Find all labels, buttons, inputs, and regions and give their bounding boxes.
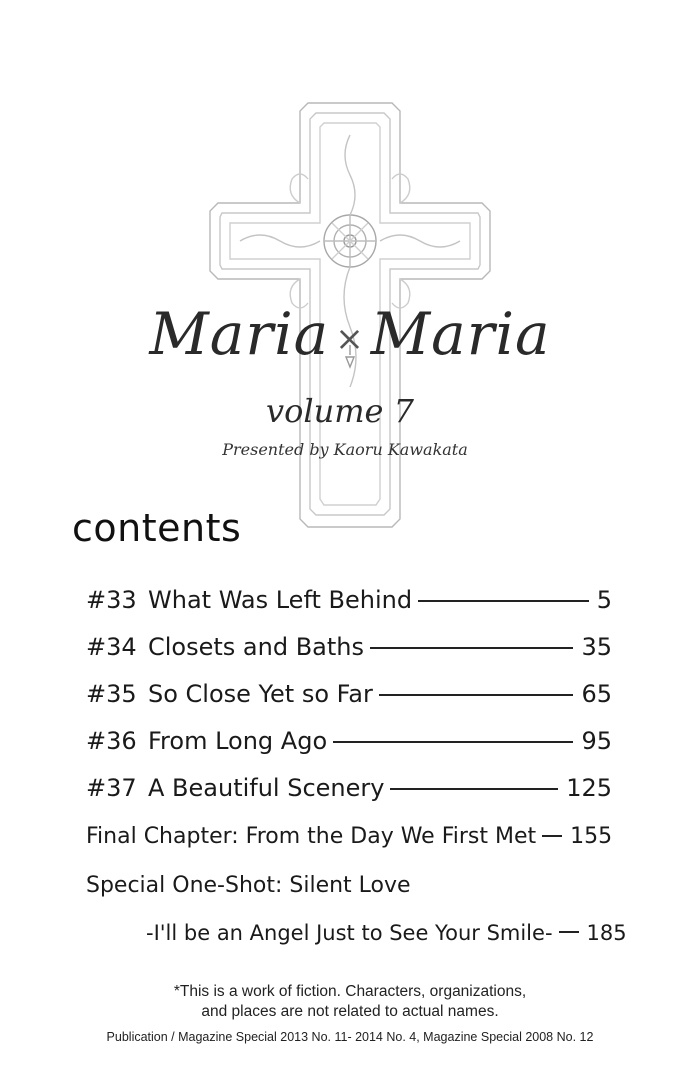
toc-entry <box>86 815 612 849</box>
chapter-number: #34 <box>86 633 137 661</box>
dot-leader <box>559 931 579 933</box>
chapter-title: From Long Ago <box>148 727 328 755</box>
dot-leader <box>379 694 574 696</box>
volume-label: volume 7 <box>266 392 414 430</box>
publication-info: Publication / Magazine Special 2013 No. 11- 2014 No. 4, Magazine Special 2008 No. 12 <box>106 1030 594 1044</box>
page-number: 185 <box>586 921 627 945</box>
chapter-title: Special One-Shot: Silent Love <box>86 873 411 898</box>
chapter-number: #35 <box>86 680 137 708</box>
dot-leader <box>333 741 573 743</box>
page-number: 125 <box>566 774 612 802</box>
toc-entry <box>86 580 612 614</box>
disclaimer-line: *This is a work of fiction. Characters, organizations, <box>173 983 527 1000</box>
dot-leader <box>418 600 589 602</box>
title-left: Maria <box>149 300 330 368</box>
chapter-number: #37 <box>86 774 137 802</box>
chapter-subtitle: -I'll be an Angel Just to See Your Smile- <box>146 921 553 945</box>
dot-leader <box>542 835 562 837</box>
chapter-title: Closets and Baths <box>148 633 364 661</box>
chapter-number: #33 <box>86 586 137 614</box>
chapter-title: A Beautiful Scenery <box>148 774 385 802</box>
toc-entry <box>86 721 612 755</box>
manga-title <box>100 300 600 368</box>
page-number: 65 <box>581 680 612 708</box>
disclaimer-line: and places are not related to actual names. <box>201 1003 499 1020</box>
chapter-title: Final Chapter: From the Day We First Met <box>86 824 537 849</box>
toc-entry <box>86 674 612 708</box>
page-number: 5 <box>596 586 612 614</box>
page-number: 35 <box>581 633 612 661</box>
toc-entry <box>86 627 612 661</box>
page-number: 95 <box>581 727 612 755</box>
dot-leader <box>370 647 573 649</box>
page-number: 155 <box>570 824 613 849</box>
chapter-title: So Close Yet so Far <box>148 680 373 708</box>
contents-heading: contents <box>72 506 242 550</box>
dot-leader <box>390 788 558 790</box>
title-cross-mark: × <box>335 318 365 359</box>
title-right: Maria <box>370 300 551 368</box>
toc-entry <box>86 768 612 802</box>
toc-entry <box>86 864 411 898</box>
chapter-number: #36 <box>86 727 137 755</box>
chapter-title: What Was Left Behind <box>148 586 413 614</box>
fiction-disclaimer <box>130 982 570 1022</box>
toc-entry <box>146 911 627 945</box>
author-credit: Presented by Kaoru Kawakata <box>222 440 468 459</box>
